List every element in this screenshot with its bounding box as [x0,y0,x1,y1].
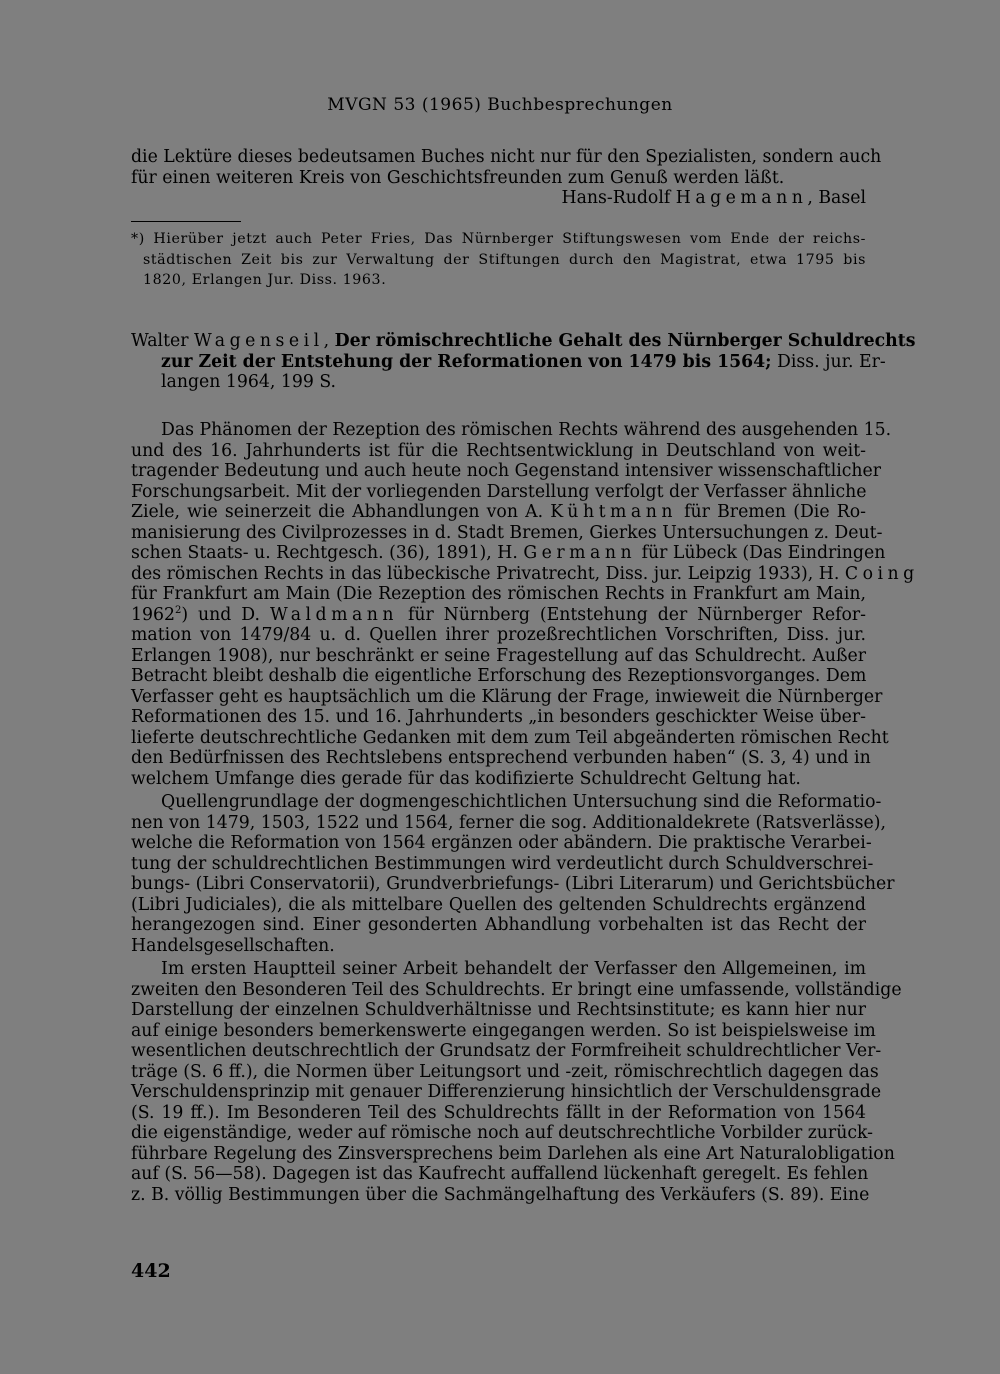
text-line: die eigenständige, weder auf römische noch auf deutschrechtliche Vorbilder zurück- [131,1123,874,1143]
cited-author: Kühtmann [550,502,677,522]
text-line: welchem Umfange dies gerade für das kodifizierte Schuldrecht Geltung hat. [131,768,801,789]
heading-line: zur Zeit der Entstehung der Reformationen von 1479 bis 1564; Diss. jur. Er- [161,351,886,372]
text-line: träge (S. 6 ff.), die Normen über Leitungsort und -zeit, römischrechtlich dagegen das [131,1061,879,1082]
text-line: Forschungsarbeit. Mit der vorliegenden Darstellung verfolgt der Verfasser ähnliche [131,481,867,502]
text-line: zweiten den Besonderen Teil des Schuldrechts. Er bringt eine umfassende, vollständige [131,979,902,1000]
cited-author: Germann [523,543,637,563]
review-body [131,420,919,1205]
text-line: für Frankfurt am Main (Die Rezeption des römischen Rechts in Frankfurt am Main, [131,584,866,604]
text-line: (S. 19 ff.). Im Besonderen Teil des Schuldrechts fällt in der Reformation von 1564 [131,1102,866,1123]
text-line: lieferte deutschrechtliche Gedanken mit dem zum Teil abgeänderten römischen Recht [131,727,889,748]
footnote-rule [131,221,241,222]
text-line: 1962$^2$) und D. Waldmann für Nürnberg (Entstehung der Nürnberger Refor- [131,604,866,625]
review-author-first: Walter [131,331,195,351]
heading-line: Walter Wagenseil, Der römischrechtliche Gehalt des Nürnberger Schuldrechts [131,331,916,351]
cited-author: Waldmann [269,604,399,625]
heading-line: langen 1964, 199 S. [161,372,337,392]
text-line: Handelsgesellschaften. [131,935,335,956]
text-line: wesentlichen deutschrechtlich der Grundsatz der Formfreiheit schuldrechtlicher Ver- [131,1041,882,1061]
text-line: manisierung des Civilprozesses in d. Stadt Bremen, Gierkes Untersuchungen z. Deut- [131,522,883,543]
text-line: des römischen Rechts in das lübeckische Privatrecht, Diss. jur. Leipzig 1933), H. Coing [131,563,919,584]
text-line: welche die Reformation von 1564 ergänzen oder abändern. Die praktische Verarbei- [131,833,872,853]
text-line: auf (S. 56—58). Dagegen ist das Kaufrecht auffallend lückenhaft geregelt. Es fehlen [131,1164,869,1184]
text-line: Verschuldensprinzip mit genauer Differenzierung hinsichtlich der Verschuldensgrade [131,1082,882,1102]
footnote-line: städtischen Zeit bis zur Verwaltung der Stiftungen durch den Magistrat, etwa 1795 bis [143,251,866,268]
review-heading [131,331,916,393]
page-number: 442 [131,1260,171,1282]
text-line: herangezogen sind. Einer gesonderten Abhandlung vorbehalten ist das Recht der [131,915,866,935]
text-line: schen Staats- u. Rechtgesch. (36), 1891), H. Germann für Lübeck (Das Eindringen [131,543,886,563]
text-line: tragender Bedeutung und auch heute noch Gegenstand intensiver wissenschaftlicher [131,461,882,481]
text-line: Darstellung der einzelnen Schuldverhältnisse und Rechtsinstitute; es kann hier nur [131,1000,866,1020]
paragraph [131,792,895,956]
text-line: für einen weiteren Kreis von Geschichtsfreunden zum Genuß werden läßt. [131,167,785,188]
text-line: Erlangen 1908), nur beschränkt er seine Fragestellung auf das Schuldrecht. Außer [131,645,866,666]
reviewer-signature: Hans-Rudolf Hagemann, Basel [561,188,866,208]
text-line: Im ersten Hauptteil seiner Arbeit behandelt der Verfasser den Allgemeinen, im [161,959,866,979]
text-line: die Lektüre dieses bedeutsamen Buches nicht nur für den Spezialisten, sondern auch [131,147,882,167]
review-title: Der römischrechtliche Gehalt des Nürnberger Schuldrechts [334,331,916,351]
text-line: den Bedürfnissen des Rechtslebens entsprechend verbunden haben“ (S. 3, 4) und in [131,748,871,768]
text-line: Das Phänomen der Rezeption des römischen Rechts während des ausgehenden 15. [161,420,892,440]
text-line: Reformationen des 15. und 16. Jahrhunderts „in besonders geschickter Weise über- [131,707,866,727]
text-line: Betracht bleibt deshalb die eigentliche Erforschung des Rezeptionsvorganges. Dem [131,666,867,686]
text-line: nen von 1479, 1503, 1522 und 1564, ferner die sog. Additionaldekrete (Ratsverlässe), [131,812,887,833]
text-line: Ziele, wie seinerzeit die Abhandlungen von A. Kühtmann für Bremen (Die Ro- [131,502,866,522]
previous-review-ending [131,147,882,209]
text-line: führbare Regelung des Zinsversprechens beim Darlehen als eine Art Naturalobligation [131,1143,895,1164]
paragraph [131,959,902,1205]
text-line: und des 16. Jahrhunderts ist für die Rechtsentwicklung in Deutschland von weit- [131,440,866,461]
footnote-line: 1820, Erlangen Jur. Diss. 1963. [143,272,387,289]
review-author-last: Wagenseil [194,331,324,351]
text-line: Verfasser geht es hauptsächlich um die Klärung der Frage, inwieweit die Nürnberger [131,686,883,707]
text-line: mation von 1479/84 u. d. Quellen ihrer prozeßrechtlichen Vorschriften, Diss. jur. [131,625,866,645]
footnote [131,229,866,291]
cited-author: Coing [844,563,919,584]
text-line: (Libri Judiciales), die als mittelbare Quellen des geltenden Schuldrechts ergänzend [131,894,866,915]
footnote-line: *) Hierüber jetzt auch Peter Fries, Das Nürnberger Stiftungswesen vom Ende der reichs- [131,231,866,247]
paragraph [131,420,919,789]
text-line: bungs- (Libri Conservatorii), Grundverbriefungs- (Libri Literarum) und Gerichtsbücher [131,874,895,894]
running-head: MVGN 53 (1965) Buchbesprechungen [327,95,673,115]
text-line: z. B. völlig Bestimmungen über die Sachmängelhaftung des Verkäufers (S. 89). Eine [131,1184,870,1205]
text-line: Quellengrundlage der dogmengeschichtlichen Untersuchung sind die Reformatio- [161,792,882,812]
text-line: tung der schuldrechtlichen Bestimmungen wird verdeutlicht durch Schuldverschrei- [131,853,874,874]
text-line: auf einige besonders bemerkenswerte eingegangen werden. So ist beispielsweise im [131,1020,876,1041]
